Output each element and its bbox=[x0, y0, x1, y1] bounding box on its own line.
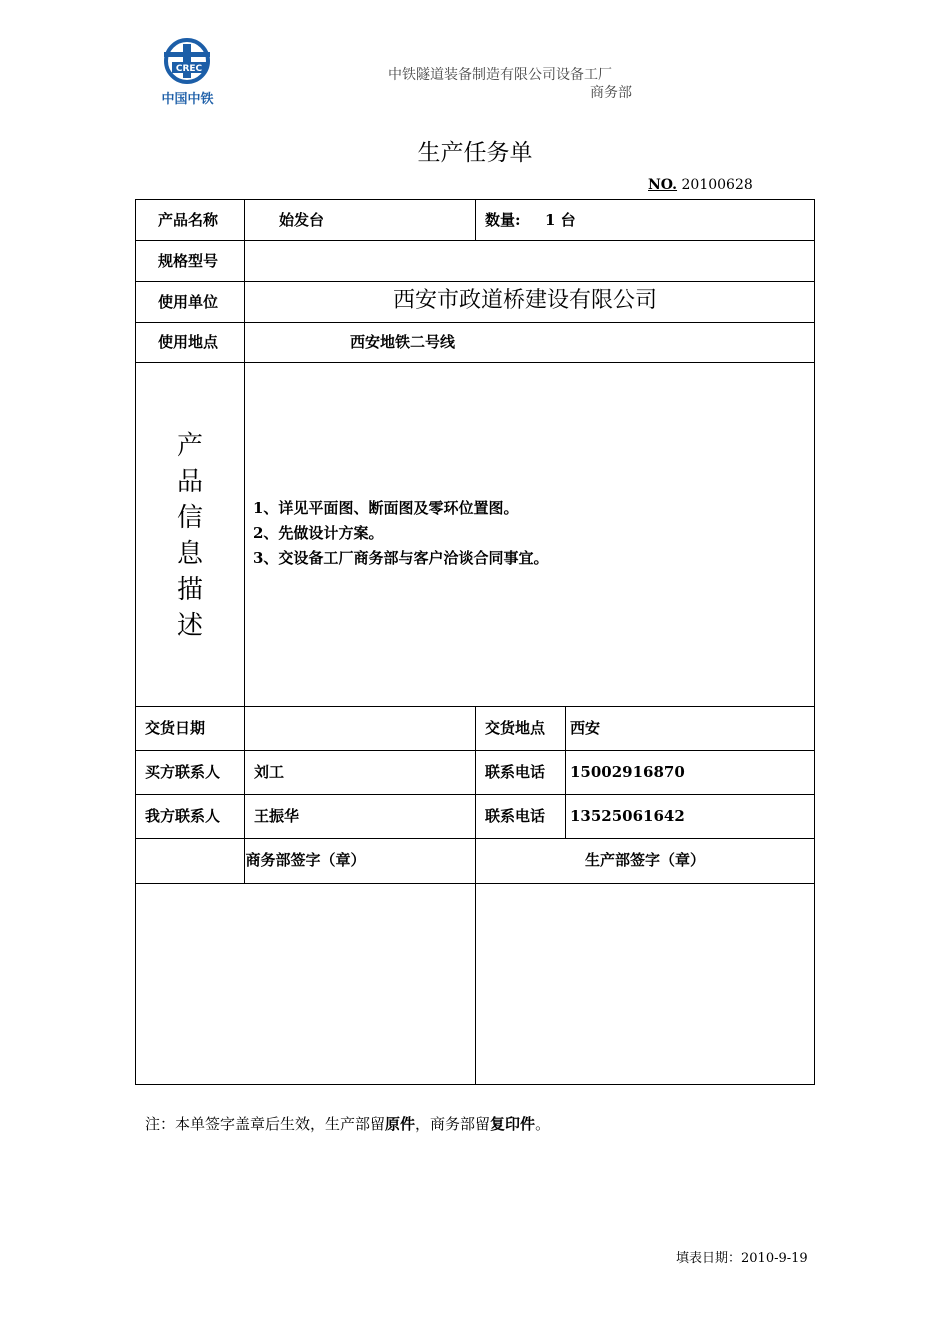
use-location-value: 西安地铁二号线 bbox=[350, 333, 456, 351]
company-name: 中铁隧道装备制造有限公司设备工厂 bbox=[388, 67, 612, 83]
note-middle: ，商务部留 bbox=[415, 1115, 491, 1133]
description-line: 2、先做设计方案。 bbox=[253, 524, 384, 542]
company-logo bbox=[150, 38, 225, 106]
row-divider bbox=[136, 281, 814, 282]
quantity-value: 1 台 bbox=[545, 211, 576, 229]
user-unit-label: 使用单位 bbox=[158, 293, 219, 311]
production-sign-label: 生产部签字（章） bbox=[584, 851, 705, 869]
column-divider bbox=[475, 200, 476, 241]
production-sign-area bbox=[476, 884, 814, 1084]
delivery-place-value: 西安 bbox=[570, 719, 601, 737]
buyer-contact-value: 刘工 bbox=[254, 763, 285, 781]
description-label-char: 述 bbox=[176, 611, 203, 641]
department-name: 商务部 bbox=[590, 85, 632, 101]
our-phone-label: 联系电话 bbox=[485, 807, 546, 825]
crec-logo-icon bbox=[158, 38, 216, 84]
logo-mark-text: CREC bbox=[175, 64, 203, 74]
use-location-label: 使用地点 bbox=[158, 333, 219, 351]
document-number bbox=[648, 177, 753, 193]
note-prefix: 注：本单签字盖章后生效，生产部留 bbox=[145, 1115, 386, 1133]
description-label-char: 品 bbox=[176, 467, 203, 497]
page-title: 生产任务单 bbox=[417, 140, 533, 166]
delivery-date-label: 交货日期 bbox=[145, 719, 206, 737]
delivery-place-label: 交货地点 bbox=[485, 719, 546, 737]
description-label-char: 信 bbox=[176, 503, 203, 533]
quantity-label: 数量: bbox=[485, 211, 521, 229]
document-number-value: 20100628 bbox=[681, 177, 753, 193]
spec-label: 规格型号 bbox=[158, 252, 219, 270]
buyer-contact-label: 买方联系人 bbox=[145, 763, 221, 781]
document-number-label: NO. bbox=[648, 177, 678, 193]
description-label-char: 描 bbox=[176, 575, 203, 605]
description-line: 1、详见平面图、断面图及零环位置图。 bbox=[253, 499, 519, 517]
note-copy: 复印件 bbox=[490, 1115, 536, 1133]
description-label-char: 产 bbox=[176, 431, 203, 461]
description-label bbox=[136, 428, 244, 644]
description-content bbox=[253, 496, 548, 571]
column-divider bbox=[244, 200, 245, 883]
product-name-label: 产品名称 bbox=[158, 211, 219, 229]
note-suffix: 。 bbox=[535, 1115, 551, 1133]
column-divider bbox=[565, 706, 566, 839]
our-phone-value: 13525061642 bbox=[570, 807, 685, 825]
business-sign-label: 商务部签字（章） bbox=[245, 851, 366, 869]
our-contact-value: 王振华 bbox=[254, 807, 300, 825]
row-divider bbox=[136, 322, 814, 323]
buyer-phone-label: 联系电话 bbox=[485, 763, 546, 781]
footer-note bbox=[145, 1113, 550, 1134]
description-line: 3、交设备工厂商务部与客户洽谈合同事宜。 bbox=[253, 549, 549, 567]
product-name-value: 始发台 bbox=[279, 211, 325, 229]
business-sign-area bbox=[136, 884, 474, 1084]
production-order-form bbox=[135, 199, 815, 1085]
description-label-char: 息 bbox=[176, 539, 203, 569]
fill-date: 填表日期：2010-9-19 bbox=[676, 1251, 808, 1266]
buyer-phone-value: 15002916870 bbox=[570, 763, 685, 781]
logo-text: 中国中铁 bbox=[161, 92, 214, 107]
our-contact-label: 我方联系人 bbox=[145, 807, 221, 825]
user-unit-value: 西安市政道桥建设有限公司 bbox=[393, 288, 658, 313]
note-original: 原件 bbox=[385, 1115, 416, 1133]
row-divider bbox=[136, 362, 814, 363]
